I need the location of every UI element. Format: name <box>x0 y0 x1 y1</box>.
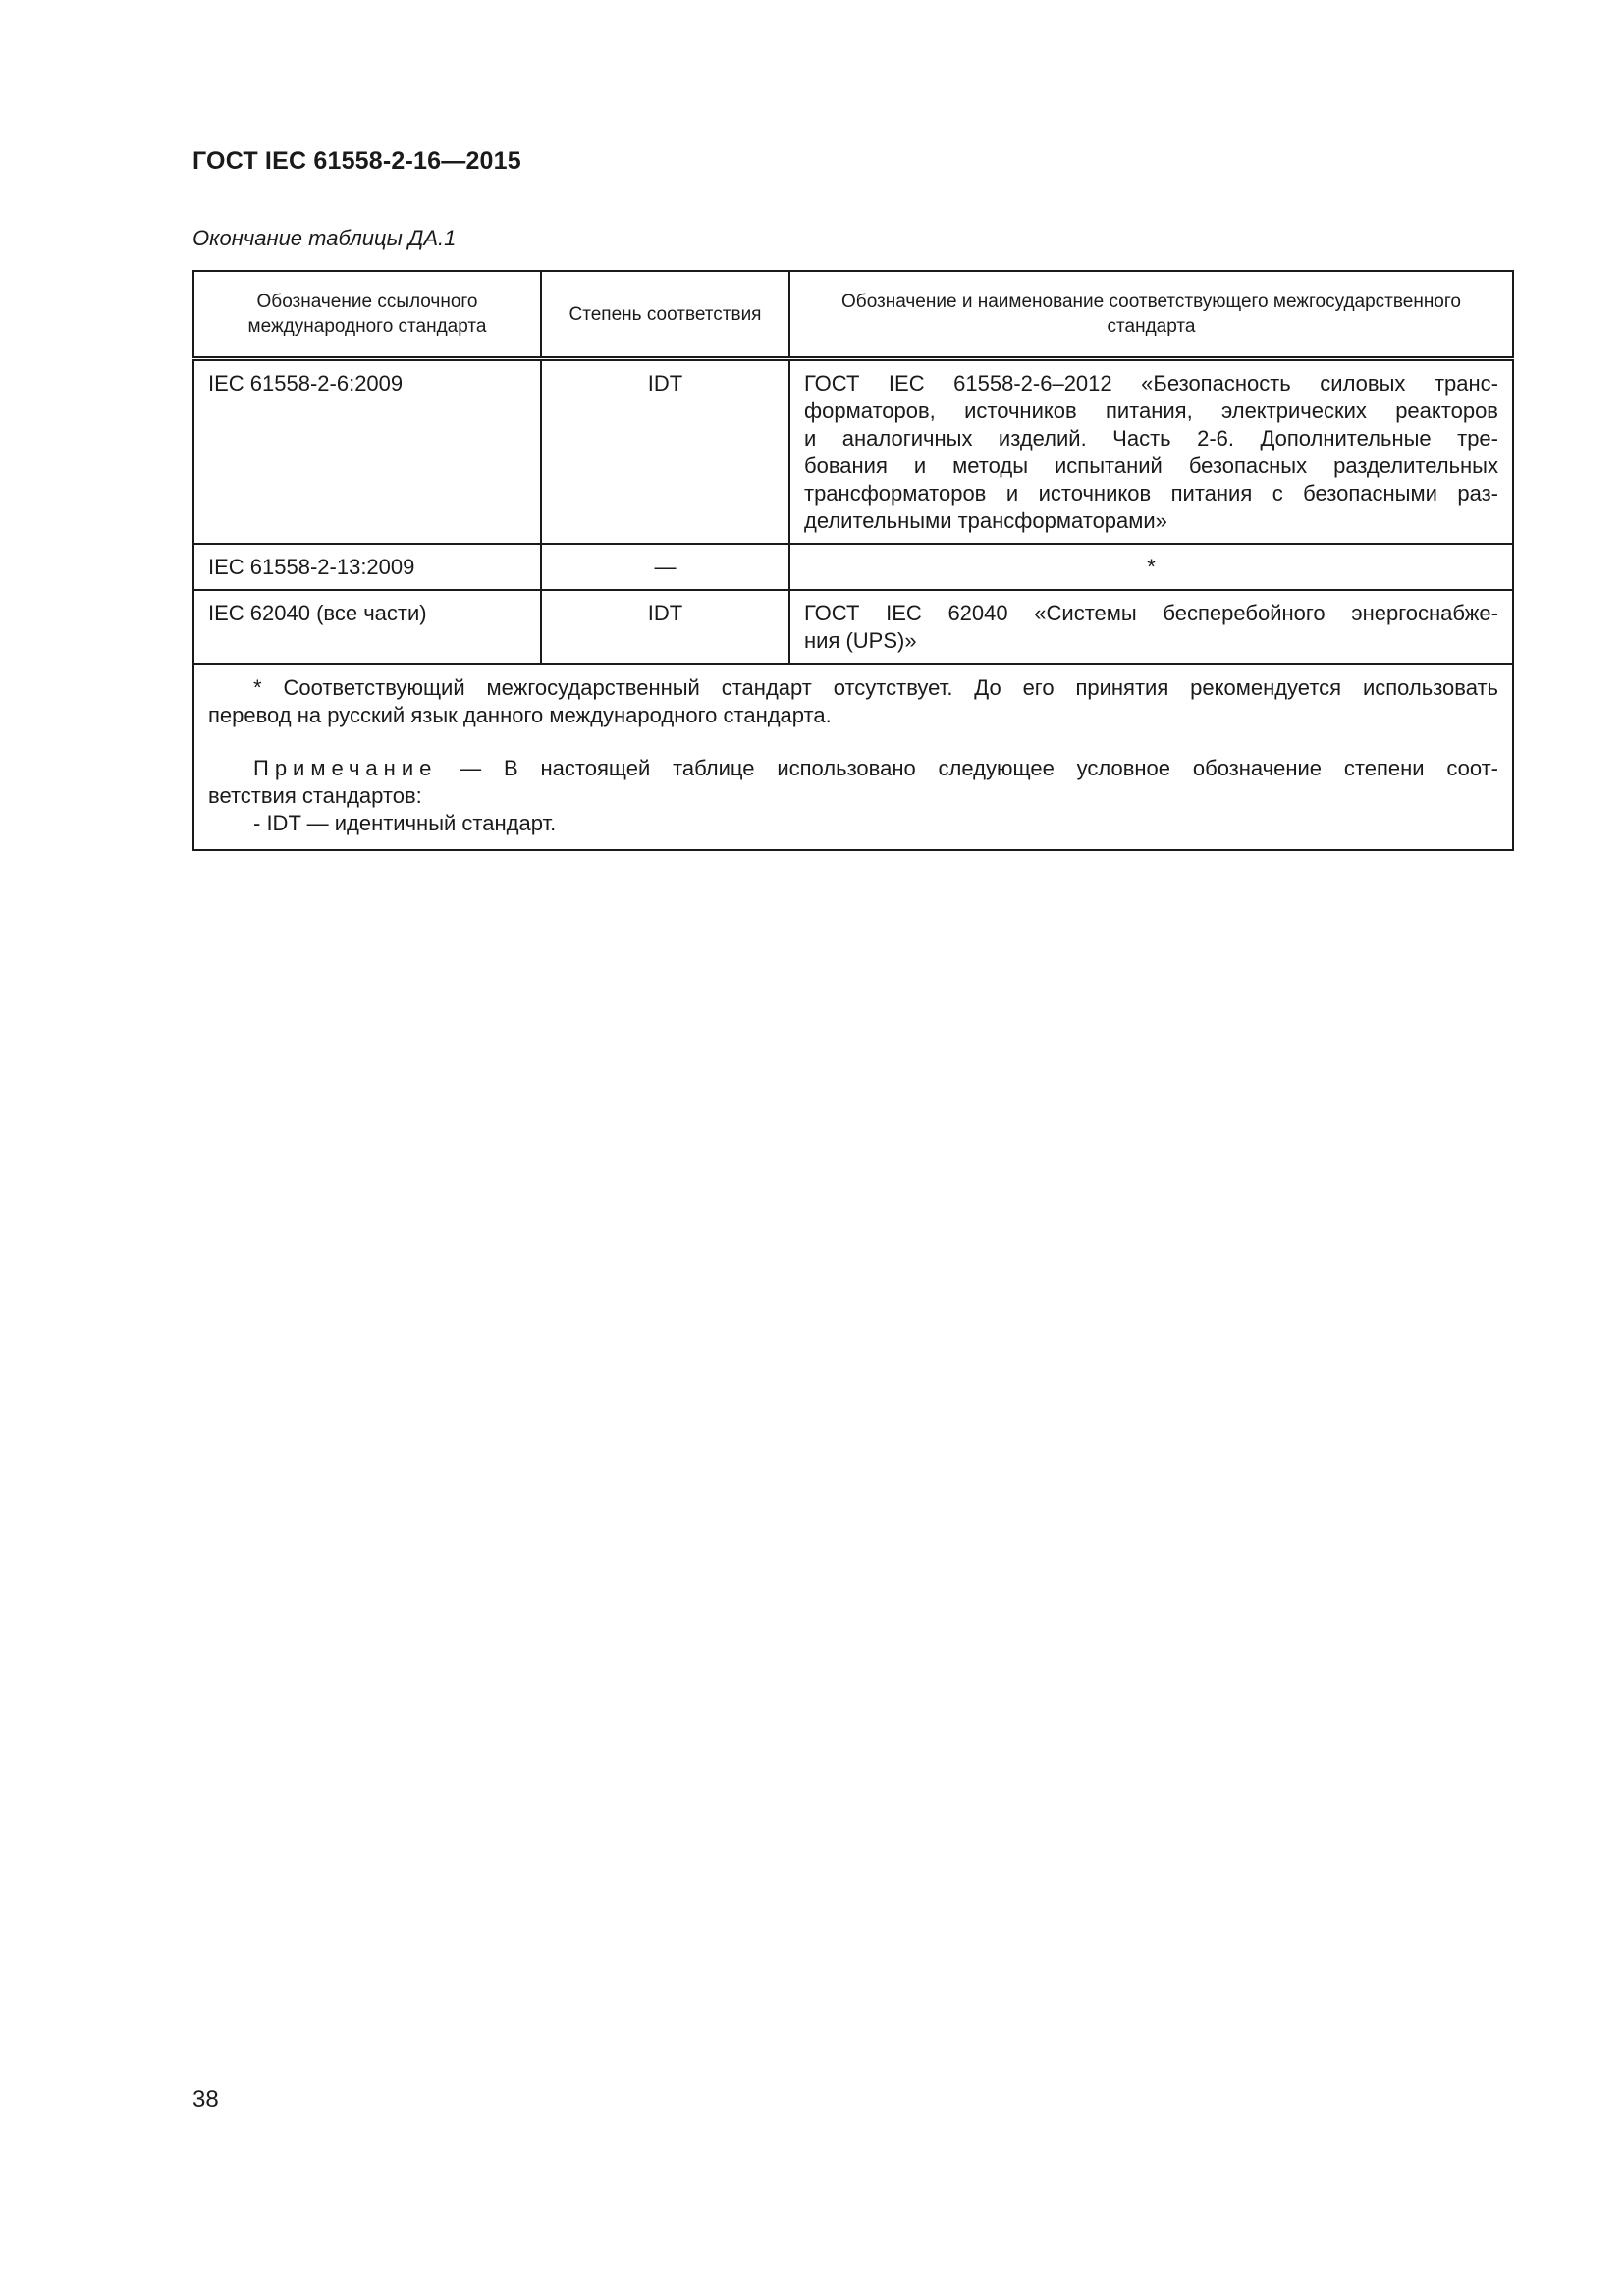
interstate-standard-line: трансформаторов и источников питания с безопасными раз- <box>804 481 1498 506</box>
reference-standard-cell: IEC 61558-2-13:2009 <box>193 544 541 590</box>
column-header-interstate-standard: Обозначение и наименование соответствующего межгосударственного стандарта <box>789 271 1513 359</box>
interstate-standard-cell <box>789 590 1513 664</box>
degree-cell: IDT <box>541 590 789 664</box>
note-idt-definition: - IDT — идентичный стандарт. <box>253 811 557 835</box>
footnote-line: * Соответствующий межгосударственный стандарт отсутствует. До его принятия рекомендуется использовать <box>253 675 1498 700</box>
table-row <box>193 544 1513 590</box>
footnote-text <box>208 674 1498 702</box>
note-line: — В настоящей таблице использовано следующее условное обозначение степени соот- <box>437 756 1498 780</box>
interstate-standard-cell <box>789 359 1513 545</box>
page-number: 38 <box>192 2086 219 2112</box>
reference-standard-cell: IEC 62040 (все части) <box>193 590 541 664</box>
interstate-standard-line: ГОСТ IEC 61558-2-6–2012 «Безопасность силовых транс- <box>804 371 1498 396</box>
column-header-degree: Степень соответствия <box>541 271 789 359</box>
degree-cell: IDT <box>541 359 789 545</box>
note-text <box>208 755 1498 782</box>
table-header-row <box>193 271 1513 359</box>
interstate-standard-line: ГОСТ IEC 62040 «Системы бесперебойного энергоснабже- <box>804 601 1498 625</box>
note-text-continued: ветствия стандартов: <box>208 783 422 808</box>
interstate-standard-line: форматоров, источников питания, электрических реакторов <box>804 399 1498 423</box>
degree-cell: — <box>541 544 789 590</box>
interstate-standard-cell: * <box>789 544 1513 590</box>
standards-correspondence-table <box>192 270 1514 851</box>
table-row <box>193 590 1513 664</box>
note-label: Примечание <box>253 756 438 780</box>
table-row <box>193 359 1513 545</box>
document-header: ГОСТ IEC 61558-2-16—2015 <box>192 147 521 175</box>
interstate-standard-line: и аналогичных изделий. Часть 2-6. Дополнительные тре- <box>804 426 1498 451</box>
table-caption: Окончание таблицы ДА.1 <box>192 226 457 250</box>
interstate-standard-line: делительными трансформаторами» <box>804 508 1167 533</box>
footnote-text-continued: перевод на русский язык данного международного стандарта. <box>208 703 832 727</box>
column-header-reference-standard: Обозначение ссылочного международного стандарта <box>193 271 541 359</box>
reference-standard-cell: IEC 61558-2-6:2009 <box>193 359 541 545</box>
interstate-standard-line: бования и методы испытаний безопасных разделительных <box>804 454 1498 478</box>
interstate-standard-line: ния (UPS)» <box>804 628 917 653</box>
table-footnote-row <box>193 664 1513 850</box>
table-footnote <box>193 664 1513 850</box>
